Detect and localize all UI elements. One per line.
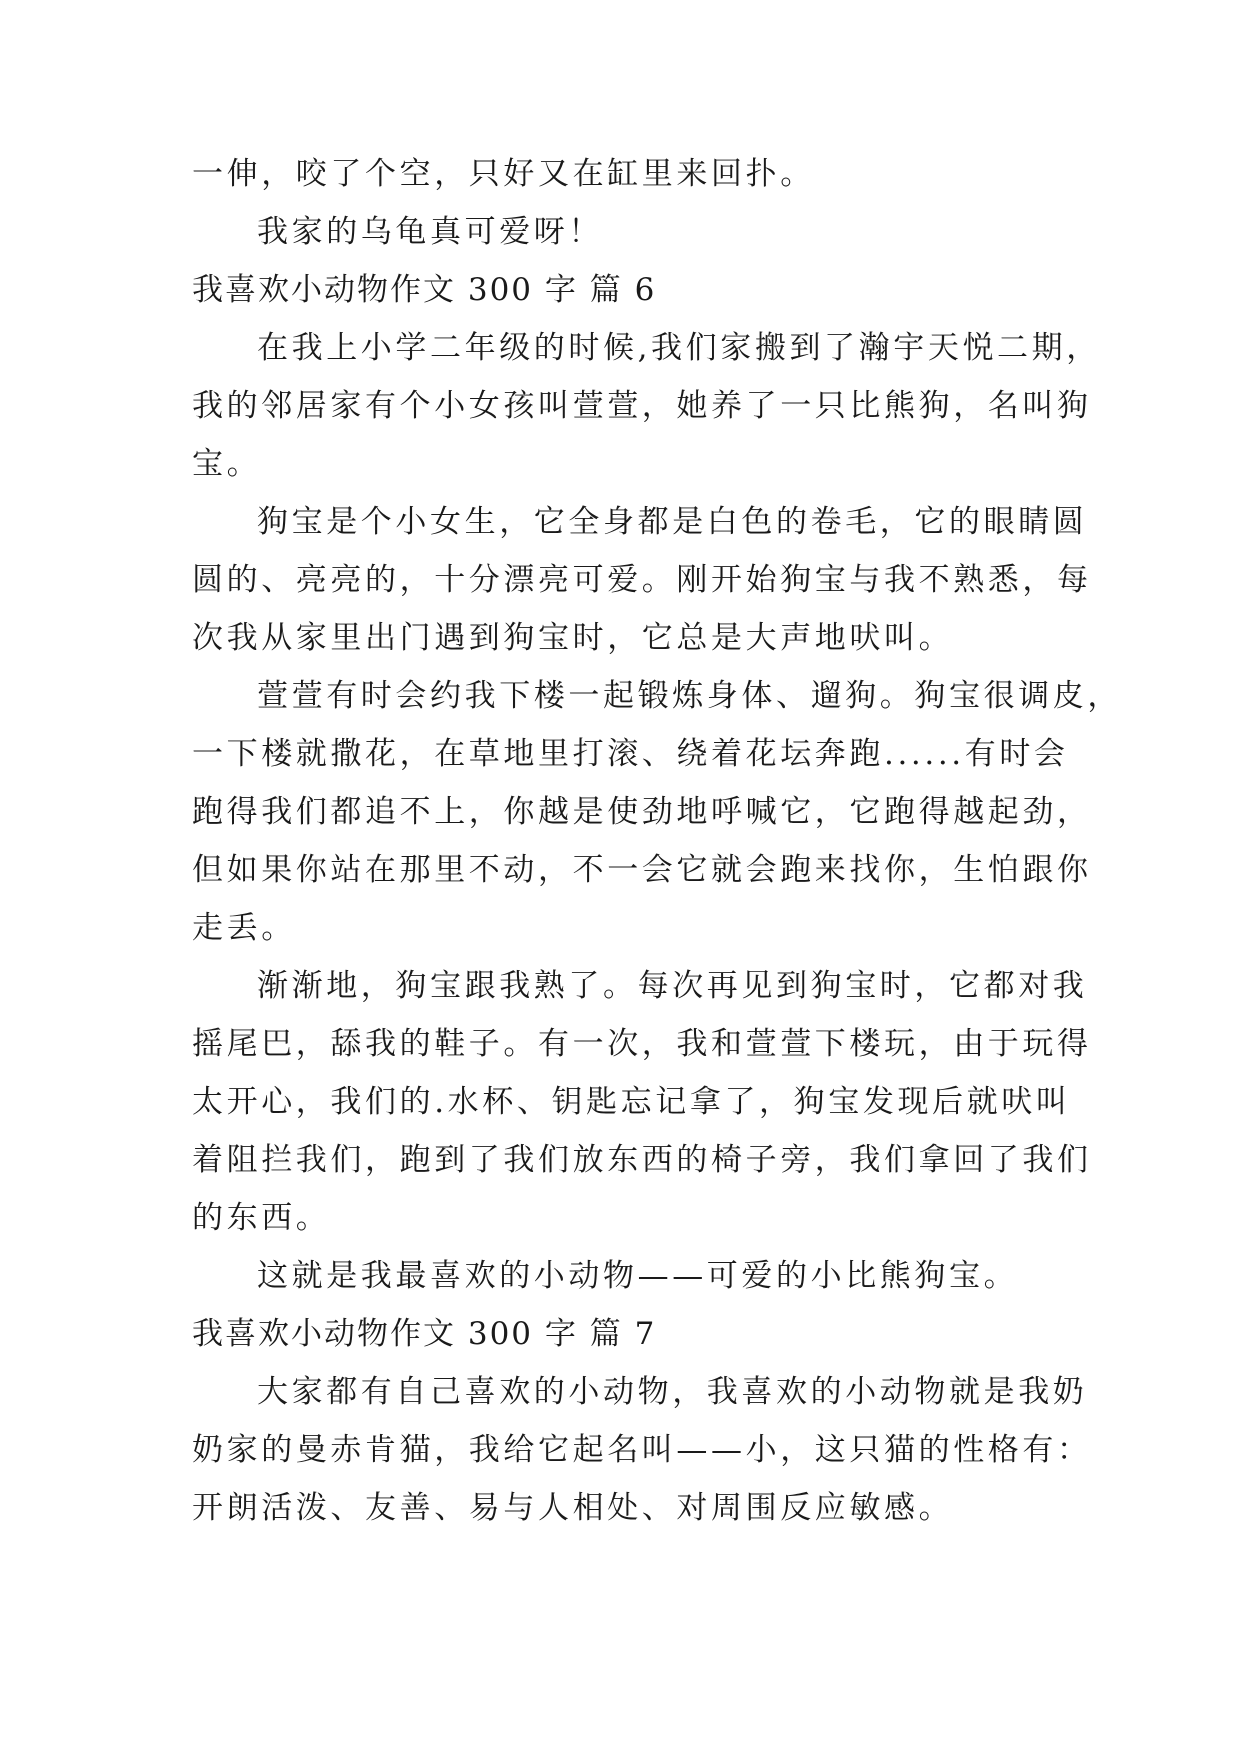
paragraph-line: 萱萱有时会约我下楼一起锻炼身体、遛狗。狗宝很调皮， <box>257 678 1122 714</box>
text-line: 跑得我们都追不上，你越是使劲地呼喊它，它跑得越起劲， <box>192 794 1092 830</box>
text-line: 我的邻居家有个小女孩叫萱萱，她养了一只比熊狗，名叫狗 <box>192 388 1092 424</box>
section-heading: 我喜欢小动物作文 300 字 篇 6 <box>192 272 657 308</box>
text-line: 摇尾巴，舔我的鞋子。有一次，我和萱萱下楼玩，由于玩得 <box>192 1026 1092 1062</box>
text-line: 走丢。 <box>192 910 296 946</box>
text-line: 圆的、亮亮的，十分漂亮可爱。刚开始狗宝与我不熟悉，每 <box>192 562 1092 598</box>
text-line: 一伸，咬了个空，只好又在缸里来回扑。 <box>192 156 815 192</box>
text-line: 宝。 <box>192 446 262 482</box>
section-heading: 我喜欢小动物作文 300 字 篇 7 <box>192 1316 657 1352</box>
text-line: 着阻拦我们，跑到了我们放东西的椅子旁，我们拿回了我们 <box>192 1142 1092 1178</box>
text-line: 的东西。 <box>192 1200 331 1236</box>
paragraph-line: 大家都有自己喜欢的小动物，我喜欢的小动物就是我奶 <box>257 1374 1088 1410</box>
text-line: 开朗活泼、友善、易与人相处、对周围反应敏感。 <box>192 1490 954 1526</box>
paragraph-line: 这就是我最喜欢的小动物——可爱的小比熊狗宝。 <box>257 1258 1019 1294</box>
text-line: 太开心，我们的.水杯、钥匙忘记拿了，狗宝发现后就吠叫 <box>192 1084 1071 1120</box>
text-line: 次我从家里出门遇到狗宝时，它总是大声地吠叫。 <box>192 620 954 656</box>
paragraph-line: 狗宝是个小女生，它全身都是白色的卷毛，它的眼睛圆 <box>257 504 1088 540</box>
paragraph-line: 我家的乌龟真可爱呀！ <box>257 214 603 250</box>
text-line: 一下楼就撒花，在草地里打滚、绕着花坛奔跑......有时会 <box>192 736 1069 772</box>
text-line: 但如果你站在那里不动，不一会它就会跑来找你，生怕跟你 <box>192 852 1092 888</box>
paragraph-line: 在我上小学二年级的时候,我们家搬到了瀚宇天悦二期， <box>257 330 1101 366</box>
text-line: 奶家的曼赤肯猫，我给它起名叫——小，这只猫的性格有： <box>192 1432 1092 1468</box>
paragraph-line: 渐渐地，狗宝跟我熟了。每次再见到狗宝时，它都对我 <box>257 968 1088 1004</box>
